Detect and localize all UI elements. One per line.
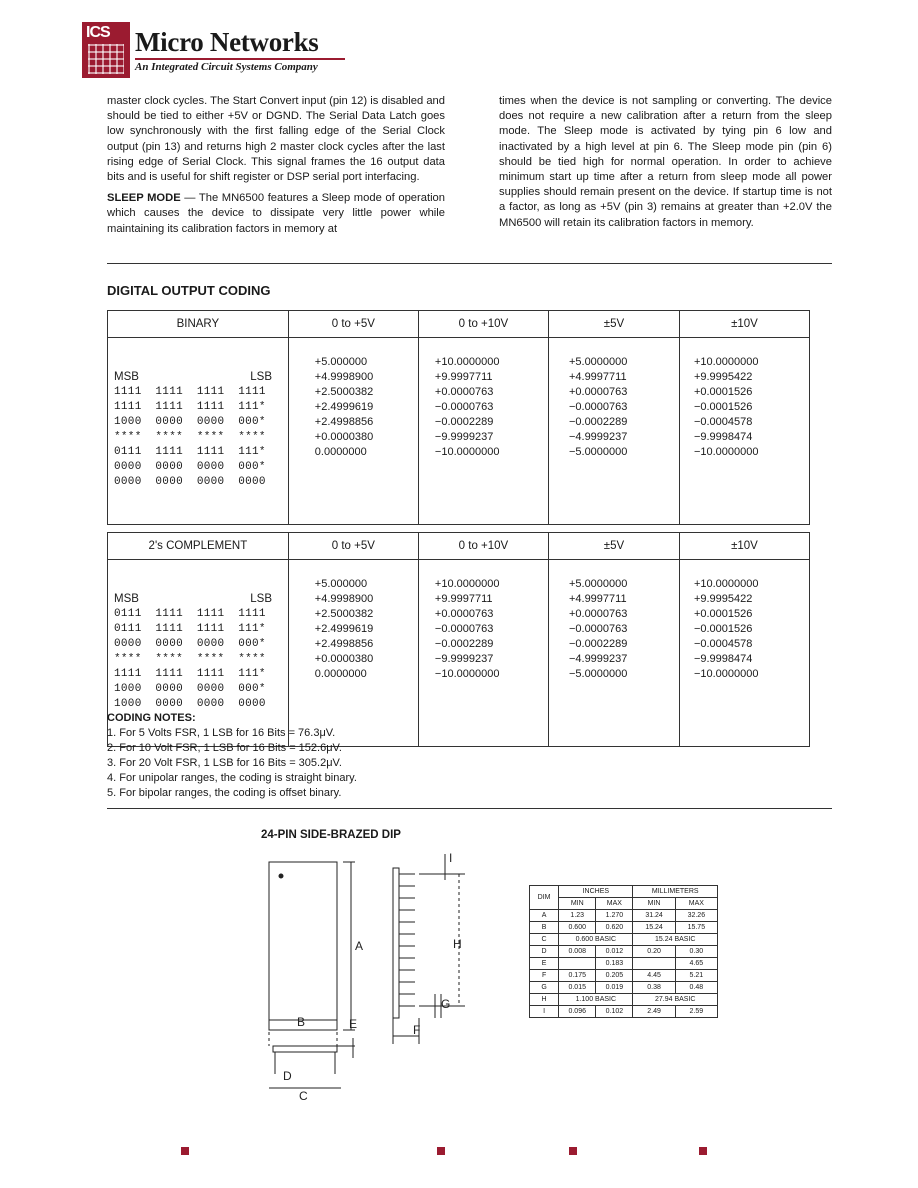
twos-values-pm5v: +5.0000000 +4.9997711 +0.0000763 −0.0000763 −0.0002289 −4.9999237 −5.0000000 <box>568 578 628 680</box>
table-row <box>530 922 718 934</box>
dim-label-d: D <box>283 1069 292 1083</box>
dim-cell: 2.59 <box>675 1006 717 1018</box>
dim-cell: A <box>530 910 559 922</box>
dim-cell: 15.24 BASIC <box>633 934 718 946</box>
left-column <box>107 94 445 243</box>
company-name: Micro Networks <box>135 27 319 57</box>
lsb-label: LSB <box>250 371 272 383</box>
dim-cell: 5.21 <box>675 970 717 982</box>
divider-top <box>107 263 832 264</box>
package-drawing <box>255 848 485 1108</box>
dim-cell: 0.205 <box>596 970 633 982</box>
table-row <box>530 934 718 946</box>
coding-notes-title: CODING NOTES: <box>107 712 196 724</box>
dim-label-c: C <box>299 1089 308 1103</box>
header-pm10v: ±10V <box>679 311 809 338</box>
dim-cell: 15.24 <box>633 922 675 934</box>
dim-label-a: A <box>355 939 364 953</box>
dim-cell: 27.94 BASIC <box>633 994 718 1006</box>
dim-cell: 0.096 <box>559 1006 596 1018</box>
twos-codes: 0111 1111 1111 1111 0111 1111 1111 111* 0000 0000 0000 000* **** **** **** **** 1111 1111 1111 111* 1000 0000 0000 000* 1000 0000 0000 0000 <box>114 608 266 710</box>
dim-cell: G <box>530 982 559 994</box>
dip-body-outline <box>269 862 337 1030</box>
header-0-5v: 0 to +5V <box>288 311 418 338</box>
footer-mark <box>569 1147 577 1155</box>
table-row <box>530 982 718 994</box>
table-row <box>530 946 718 958</box>
twos-values-0-5v: +5.000000 +4.9998900 +2.5000382 +2.4999619 +2.4998856 +0.0000380 0.0000000 <box>314 578 374 680</box>
coding-note-item: 1. For 5 Volts FSR, 1 LSB for 16 Bits = 76.3μV. <box>107 727 336 739</box>
table-row <box>530 910 718 922</box>
header-binary: BINARY <box>108 311 289 338</box>
header-0-10v: 0 to +10V <box>418 311 548 338</box>
divider-bottom <box>107 808 832 809</box>
dim-cell: 0.008 <box>559 946 596 958</box>
package-title: 24-PIN SIDE-BRAZED DIP <box>261 829 401 841</box>
dim-cell: 0.600 BASIC <box>559 934 633 946</box>
dim-label-h: H <box>453 937 462 951</box>
binary-col-0-10v <box>418 338 548 525</box>
dim-cell: 0.183 <box>596 958 633 970</box>
dim-cell: 0.015 <box>559 982 596 994</box>
pin1-marker <box>279 874 283 878</box>
dim-label-f: F <box>413 1023 421 1037</box>
dims-sub-min: MIN <box>633 898 675 910</box>
coding-note-item: 3. For 20 Volt FSR, 1 LSB for 16 Bits = 305.2μV. <box>107 757 342 769</box>
company-tagline: An Integrated Circuit Systems Company <box>135 61 318 73</box>
dim-cell <box>559 958 596 970</box>
binary-col-pm5v <box>548 338 679 525</box>
table-row <box>530 1006 718 1018</box>
dims-header-inches: INCHES <box>559 886 633 898</box>
dim-cell: 0.019 <box>596 982 633 994</box>
header-rule <box>135 58 345 60</box>
header-pm10v: ±10V <box>679 533 809 560</box>
msb-label: MSB <box>114 593 139 605</box>
twos-values-pm10v: +10.0000000 +9.9995422 +0.0001526 −0.0001526 −0.0004578 −9.9998474 −10.0000000 <box>693 578 759 680</box>
section-title-coding: DIGITAL OUTPUT CODING <box>107 283 271 298</box>
dims-header-mm: MILLIMETERS <box>633 886 718 898</box>
sleep-continued-paragraph: times when the device is not sampling or converting. The device does not require a new calibration after a return from the sleep mode. The Sleep mode is activated by tying pin 6 low and inactivated by a high level at pin 6. The Sleep mode pin (pin 6) should be tied high for normal operation. In order to achieve minimum start up time after a return from sleep mode all power supplies should remain present on the device. If startup time is not a factor, as long as +5V (pin 3) remains at greater than +2.0V the MN6500 will retain its calibration factors in memory. <box>499 95 832 229</box>
dim-cell: 0.102 <box>596 1006 633 1018</box>
dim-cell: H <box>530 994 559 1006</box>
dim-label-b: B <box>297 1015 306 1029</box>
msb-label: MSB <box>114 371 139 383</box>
footer-mark <box>699 1147 707 1155</box>
coding-note-item: 2. For 10 Volt FSR, 1 LSB for 16 Bits = 152.6μV. <box>107 742 342 754</box>
dims-sub-max: MAX <box>596 898 633 910</box>
dim-cell: 0.012 <box>596 946 633 958</box>
sleep-paragraph <box>107 191 445 237</box>
dim-cell: 0.620 <box>596 922 633 934</box>
dims-sub-min: MIN <box>559 898 596 910</box>
company-logo <box>82 22 130 78</box>
dim-cell: I <box>530 1006 559 1018</box>
dim-cell: 0.175 <box>559 970 596 982</box>
dim-cell <box>633 958 675 970</box>
binary-values-0-10v: +10.0000000 +9.9997711 +0.0000763 −0.0000763 −0.0002289 −9.9999237 −10.0000000 <box>434 356 500 458</box>
header-pm5v: ±5V <box>548 311 679 338</box>
dim-cell: E <box>530 958 559 970</box>
sleep-text: — The MN6500 features a Sleep mode of operation which causes the device to dissipate very little power while maintaining its calibration factors in memory at <box>107 192 446 235</box>
lead-array <box>399 874 415 1006</box>
sleep-heading: SLEEP MODE <box>107 192 181 205</box>
dim-cell: 1.23 <box>559 910 596 922</box>
logo-text: ICS <box>86 24 110 41</box>
footer-mark <box>181 1147 189 1155</box>
twos-col-pm10v <box>679 560 809 747</box>
twos-col-pm5v <box>548 560 679 747</box>
dim-cell: 0.20 <box>633 946 675 958</box>
dim-cell: B <box>530 922 559 934</box>
dims-header-dim: DIM <box>530 886 559 910</box>
dimension-table <box>529 885 718 1018</box>
coding-notes <box>107 711 527 801</box>
dim-cell: 0.600 <box>559 922 596 934</box>
dim-cell: 15.75 <box>675 922 717 934</box>
binary-values-pm10v: +10.0000000 +9.9995422 +0.0001526 −0.0001526 −0.0004578 −9.9998474 −10.0000000 <box>693 356 759 458</box>
dim-cell: 0.48 <box>675 982 717 994</box>
table-row <box>530 958 718 970</box>
table-row <box>530 970 718 982</box>
header-0-10v: 0 to +10V <box>418 533 548 560</box>
dim-cell: 4.65 <box>675 958 717 970</box>
lsb-label: LSB <box>250 593 272 605</box>
dim-label-i: I <box>449 851 453 865</box>
dims-sub-max: MAX <box>675 898 717 910</box>
dim-cell: 0.38 <box>633 982 675 994</box>
dim-cell: 1.270 <box>596 910 633 922</box>
binary-codes: 1111 1111 1111 1111 1111 1111 1111 111* 1000 0000 0000 000* **** **** **** **** 0111 1111 1111 111* 0000 0000 0000 000* 0000 0000 0000 0000 <box>114 386 266 488</box>
dim-cell: 4.45 <box>633 970 675 982</box>
dim-label-g: G <box>441 997 451 1011</box>
serial-paragraph: master clock cycles. The Start Convert input (pin 12) is disabled and should be tied to either +5V or DGND. The Serial Data Latch goes low synchronously with the first falling edge of the Serial Clock output (pin 13) and returns high 2 master clock cycles after the last rising edge of Serial Clock. This signal frames the 16 output data bits and is useful for shift register or DSP serial port interfacing. <box>107 95 445 184</box>
header-pm5v: ±5V <box>548 533 679 560</box>
footer-mark <box>437 1147 445 1155</box>
binary-col-pm10v <box>679 338 809 525</box>
dim-cell: F <box>530 970 559 982</box>
header-0-5v: 0 to +5V <box>288 533 418 560</box>
binary-codes-cell <box>108 338 289 525</box>
logo-grid-graphic <box>88 44 124 74</box>
binary-values-0-5v: +5.000000 +4.9998900 +2.5000382 +2.4999619 +2.4998856 +0.0000380 0.0000000 <box>314 356 374 458</box>
dim-cell: 2.49 <box>633 1006 675 1018</box>
dim-label-e: E <box>349 1017 358 1031</box>
dim-cell: 31.24 <box>633 910 675 922</box>
binary-col-0-5v <box>288 338 418 525</box>
binary-coding-table <box>107 310 810 525</box>
coding-note-item: 5. For bipolar ranges, the coding is offset binary. <box>107 787 342 799</box>
dim-cell: 1.100 BASIC <box>559 994 633 1006</box>
twos-values-0-10v: +10.0000000 +9.9997711 +0.0000763 −0.0000763 −0.0002289 −9.9999237 −10.0000000 <box>434 578 500 680</box>
dim-cell: D <box>530 946 559 958</box>
right-column <box>499 94 832 237</box>
dim-cell: C <box>530 934 559 946</box>
header-twos: 2's COMPLEMENT <box>108 533 289 560</box>
dim-cell: 32.26 <box>675 910 717 922</box>
table-row <box>530 994 718 1006</box>
coding-note-item: 4. For unipolar ranges, the coding is straight binary. <box>107 772 357 784</box>
binary-values-pm5v: +5.0000000 +4.9997711 +0.0000763 −0.0000763 −0.0002289 −4.9999237 −5.0000000 <box>568 356 628 458</box>
dim-cell: 0.30 <box>675 946 717 958</box>
